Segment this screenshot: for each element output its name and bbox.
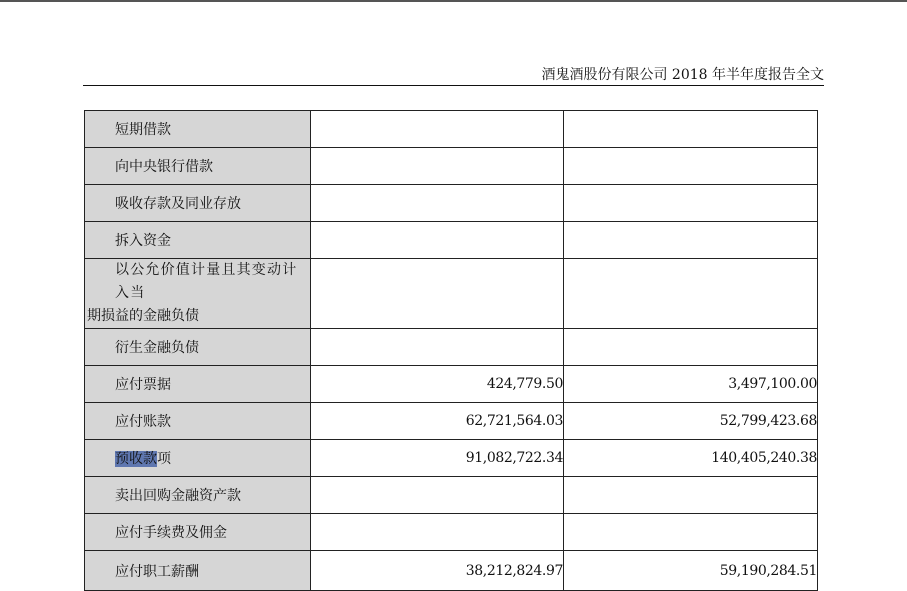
row-label bbox=[85, 440, 311, 477]
row-label: 拆入资金 bbox=[85, 222, 311, 259]
current-period-value bbox=[311, 329, 564, 366]
prior-period-value: 59,190,284.51 bbox=[564, 551, 818, 591]
table-row bbox=[85, 148, 818, 185]
current-period-value bbox=[311, 514, 564, 551]
prior-period-value bbox=[564, 148, 818, 185]
row-label bbox=[85, 259, 311, 329]
current-period-value: 424,779.50 bbox=[311, 366, 564, 403]
table-row bbox=[85, 477, 818, 514]
prior-period-value: 52,799,423.68 bbox=[564, 403, 818, 440]
current-period-value: 62,721,564.03 bbox=[311, 403, 564, 440]
page-header-title: 酒鬼酒股份有限公司 2018 年半年度报告全文 bbox=[541, 67, 824, 83]
row-label: 向中央银行借款 bbox=[85, 148, 311, 185]
current-period-value bbox=[311, 111, 564, 148]
row-label-line1: 以公允价值计量且其变动计入当 bbox=[115, 262, 298, 301]
table-row bbox=[85, 514, 818, 551]
table-row bbox=[85, 551, 818, 591]
header-rule bbox=[83, 85, 824, 86]
row-label: 应付账款 bbox=[85, 403, 311, 440]
prior-period-value bbox=[564, 259, 818, 329]
prior-period-value: 140,405,240.38 bbox=[564, 440, 818, 477]
current-period-value bbox=[311, 259, 564, 329]
prior-period-value bbox=[564, 477, 818, 514]
current-period-value bbox=[311, 477, 564, 514]
table-row bbox=[85, 185, 818, 222]
prior-period-value bbox=[564, 222, 818, 259]
prior-period-value bbox=[564, 329, 818, 366]
row-label-rest: 项 bbox=[157, 451, 171, 467]
prior-period-value bbox=[564, 514, 818, 551]
table-row bbox=[85, 111, 818, 148]
current-period-value: 38,212,824.97 bbox=[311, 551, 564, 591]
row-label: 应付手续费及佣金 bbox=[85, 514, 311, 551]
prior-period-value bbox=[564, 111, 818, 148]
current-period-value bbox=[311, 185, 564, 222]
table-row bbox=[85, 259, 818, 329]
table-row bbox=[85, 329, 818, 366]
table-row bbox=[85, 222, 818, 259]
row-label: 卖出回购金融资产款 bbox=[85, 477, 311, 514]
current-period-value bbox=[311, 148, 564, 185]
table-row bbox=[85, 440, 818, 477]
row-label: 应付职工薪酬 bbox=[85, 551, 311, 591]
current-period-value: 91,082,722.34 bbox=[311, 440, 564, 477]
row-label: 短期借款 bbox=[85, 111, 311, 148]
prior-period-value: 3,497,100.00 bbox=[564, 366, 818, 403]
row-label: 吸收存款及同业存放 bbox=[85, 185, 311, 222]
row-label: 衍生金融负债 bbox=[85, 329, 311, 366]
current-period-value bbox=[311, 222, 564, 259]
prior-period-value bbox=[564, 185, 818, 222]
table-row bbox=[85, 403, 818, 440]
row-label-line2: 期损益的金融负债 bbox=[87, 308, 199, 324]
top-border-line bbox=[0, 0, 907, 2]
table-row bbox=[85, 366, 818, 403]
highlighted-text: 预收款 bbox=[115, 451, 157, 467]
row-label: 应付票据 bbox=[85, 366, 311, 403]
balance-sheet-table bbox=[84, 110, 818, 591]
